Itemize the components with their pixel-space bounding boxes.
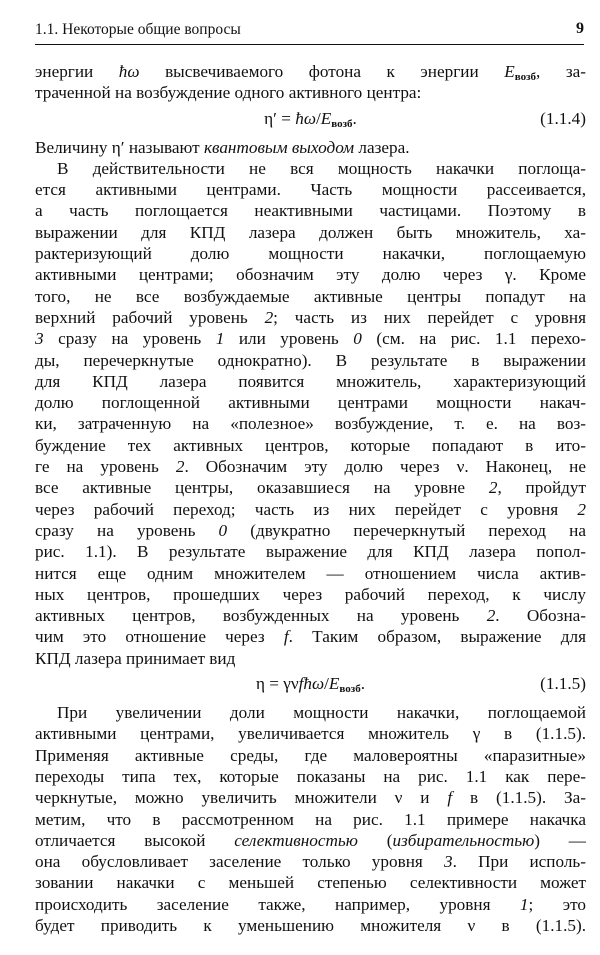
text-run: ( (357, 830, 393, 850)
text-run: При увеличении доли мощности накачки, поглощаемой (57, 703, 586, 723)
text-run: ) — (534, 830, 586, 850)
text-line (35, 82, 586, 103)
text-line (35, 328, 586, 349)
text-run: . (352, 108, 357, 128)
text-line (35, 200, 586, 221)
text-run: сразу на уровень (43, 329, 216, 349)
text-line (35, 392, 586, 413)
text-run: Применяя активные среды, где маловероятны «паразитные» (35, 745, 586, 765)
text-run: рис. 1.1). В результате выражение для КПД лазера попол- (35, 542, 586, 562)
text-run: переходы типа тех, которые показаны на рис. 1.1 как пере- (35, 766, 586, 786)
text-run: / (324, 674, 329, 694)
text-run: чим это отношение через (35, 627, 284, 647)
italic-text: ħω (118, 62, 140, 81)
section-title: 1.1. Некоторые общие вопросы (35, 21, 241, 38)
italic-text: 0 (218, 520, 228, 540)
text-run: ется активными центрами. Часть мощности рассеивается, (35, 180, 586, 200)
italic-text: селективностью (234, 830, 358, 850)
text-run: в (1.1.5). За- (452, 788, 586, 808)
text-line (35, 626, 586, 647)
text-line (35, 702, 586, 723)
text-run: долю поглощенной активными центрами мощности накач- (35, 393, 586, 413)
text-run: высвечиваемого фотона к энергии (139, 62, 505, 81)
text-line (35, 499, 586, 520)
text-line (35, 477, 586, 498)
equation (35, 108, 586, 132)
text-line (35, 61, 586, 82)
text-run: лазера. (354, 137, 410, 157)
italic-text: 2 (486, 606, 496, 626)
text-run: . Таким образом, выражение для (288, 627, 586, 647)
italic-text: квантовым выходом (203, 137, 355, 157)
text-run: , пройдут (497, 478, 586, 498)
italic-text: f (283, 627, 289, 647)
text-run: через рабочий переход; часть из них перейдет с уровня (35, 499, 578, 519)
subscript: возб (339, 683, 361, 696)
equation-number: (1.1.4) (540, 108, 586, 128)
text-line (35, 605, 586, 626)
italic-text: f (447, 788, 453, 808)
text-line (35, 723, 586, 744)
text-line (35, 766, 586, 787)
text-run: для КПД лазера появится множитель, характеризующий (35, 371, 586, 391)
text-line (35, 264, 586, 285)
text-run: а часть поглощается неактивными частицами. Поэтому в (35, 201, 586, 221)
text-run: энергии (35, 62, 119, 81)
text-run: (см. на рис. 1.1 перехо- (361, 329, 586, 349)
text-line (35, 872, 586, 893)
italic-text: fħω (298, 674, 325, 694)
text-run: ; это (528, 894, 586, 914)
text-run: выражении для КПД лазера должен быть множитель, ха- (35, 222, 586, 242)
text-run: или уровень (224, 329, 354, 349)
text-run: все активные центры, оказавшиеся на уровне (35, 478, 489, 498)
text-run: . При исполь- (452, 852, 586, 872)
subscript: возб (331, 117, 353, 130)
text-line (35, 520, 586, 541)
text-line (35, 745, 586, 766)
text-run: активными центрами; обозначим эту долю через γ. Кроме (35, 265, 586, 285)
italic-text: 2 (488, 478, 498, 498)
text-line (35, 787, 586, 808)
text-line (35, 584, 586, 605)
text-line (35, 894, 586, 915)
text-run: η = γν (255, 674, 299, 694)
text-run: черкнутые, можно увеличить множители ν и (35, 788, 448, 808)
text-run: буждение тех активных центров, которые попадают в ито- (35, 435, 586, 455)
text-line (35, 915, 586, 936)
running-header (35, 18, 584, 45)
text-line (35, 809, 586, 830)
italic-text: E (328, 674, 340, 694)
page-body (35, 61, 586, 936)
text-line (35, 243, 586, 264)
text-line (35, 648, 586, 669)
text-run: верхний рабочий уровень (35, 307, 265, 327)
text-run: сразу на уровень (35, 520, 219, 540)
subscript: возб (514, 71, 537, 83)
text-run: . (360, 674, 366, 694)
text-line (35, 371, 586, 392)
text-line (35, 307, 586, 328)
equation-formula (35, 673, 586, 700)
text-run: нится еще одним множителем — отношением числа актив- (35, 563, 586, 583)
text-run: того, не все возбуждаемые активные центры попадут на (35, 286, 586, 306)
text-run: ; часть из них перейдет с уровня (273, 307, 586, 327)
equation (35, 673, 586, 697)
text-run: , за- (536, 62, 586, 81)
text-run: Величину η′ называют (35, 137, 204, 157)
text-run: В действительности не вся мощность накачки поглоща- (57, 158, 586, 178)
text-line (35, 563, 586, 584)
text-line (35, 137, 586, 158)
text-line (35, 286, 586, 307)
text-run: ных центров, прошедших через рабочий переход, к числу (35, 584, 586, 604)
italic-text: избирательностью (392, 830, 535, 850)
text-run: зовании накачки с меньшей степенью селективности может (35, 873, 586, 893)
italic-text: E (504, 62, 515, 81)
text-run: ды, перечеркнутые однократно). В результате в выражении (35, 350, 586, 370)
text-run: траченной на возбуждение одного активного центра: (35, 83, 422, 103)
equation-number: (1.1.5) (540, 674, 586, 694)
text-line (35, 158, 586, 179)
text-line (35, 179, 586, 200)
text-line (35, 830, 586, 851)
text-run: метим, что в рассмотренном на рис. 1.1 примере накачка (35, 809, 586, 829)
italic-text: 2 (264, 307, 274, 327)
text-line (35, 851, 586, 872)
text-run: ки, затраченную на «полезное» возбуждение, т. е. на воз- (35, 414, 586, 434)
italic-text: 3 (35, 329, 44, 349)
text-run: будет приводить к уменьшению множителя ν в (1.1.5). (35, 915, 586, 935)
text-run: (двукратно перечеркнутый переход на (227, 520, 586, 540)
text-line (35, 413, 586, 434)
text-line (35, 350, 586, 371)
text-run: активных центров, возбужденных на уровень (35, 606, 487, 626)
italic-text: 1 (215, 329, 225, 349)
italic-text: 0 (353, 329, 362, 349)
text-run: она обусловливает заселение только уровня (35, 852, 444, 872)
page-number: 9 (576, 20, 584, 37)
text-run: ге на уровень (35, 457, 176, 477)
text-run: / (315, 108, 321, 128)
text-line (35, 456, 586, 477)
italic-text: 1 (519, 894, 529, 914)
italic-text: 3 (444, 852, 453, 872)
text-run: активными центрами, увеличивается множитель γ в (1.1.5). (35, 724, 586, 744)
text-run: η′ = (264, 108, 296, 128)
text-run: КПД лазера принимает вид (35, 648, 236, 668)
text-run: . Обозначим эту долю через ν. Наконец, не (184, 457, 586, 477)
text-run: происходить заселение также, например, уровня (35, 894, 520, 914)
italic-text: E (320, 108, 332, 128)
text-run: . Обозна- (495, 606, 586, 626)
text-line (35, 435, 586, 456)
text-line (35, 222, 586, 243)
italic-text: 2 (577, 499, 586, 519)
text-line (35, 541, 586, 562)
italic-text: ħω (295, 108, 316, 128)
text-run: рактеризующий долю мощности накачки, поглощаемую (35, 244, 586, 264)
italic-text: 2 (175, 457, 185, 477)
text-run: отличается высокой (35, 830, 235, 850)
equation-formula (35, 108, 586, 135)
